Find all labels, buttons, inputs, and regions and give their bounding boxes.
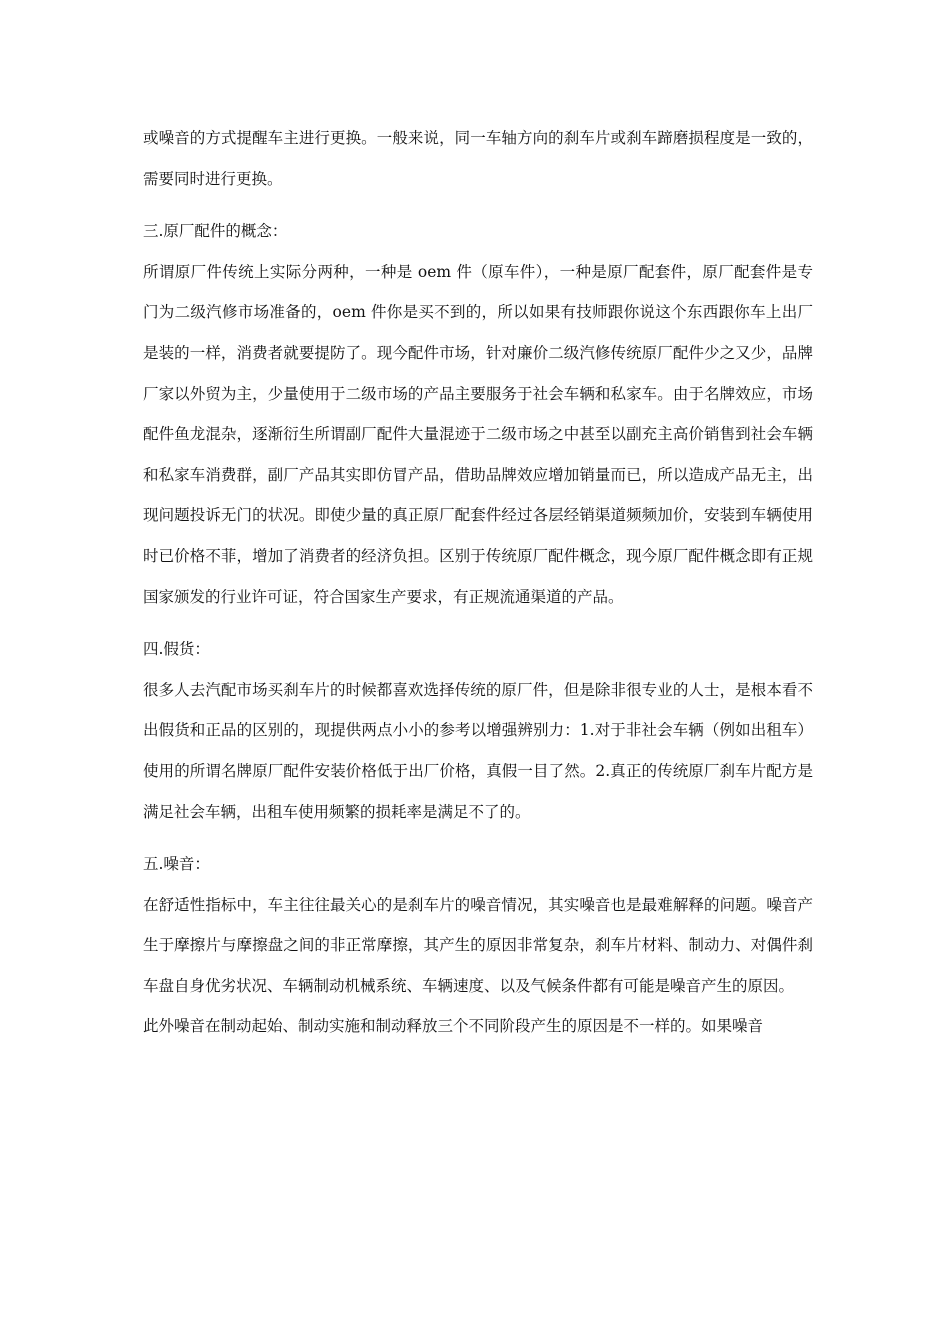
section-gap bbox=[143, 199, 813, 211]
section-gap bbox=[143, 832, 813, 844]
section-heading: 三.原厂配件的概念： bbox=[143, 222, 288, 241]
section-noise bbox=[143, 844, 813, 1047]
document-page bbox=[143, 118, 813, 1047]
section-paragraph: 所谓原厂件传统上实际分两种，一种是 oem 件（原车件），一种是原厂配套件，原厂配套件是专门为二级汽修市场准备的，oem 件你是买不到的，所以如果有技师跟你说这个东西跟你车上出厂是装的一样，消费者就要提防了。现今配件市场，针对廉价二级汽修传统原厂配件少之又少，品牌厂家以外贸为主，少量使用于二级市场的产品主要服务于社会车辆和私家车。由于名牌效应，市场配件鱼龙混杂，逐渐衍生所谓副厂配件大量混迹于二级市场之中甚至以副充主高价销售到社会车辆和私家车消费群，副厂产品其实即仿冒产品，借助品牌效应增加销量而已，所以造成产品无主，出现问题投诉无门的状况。即使少量的真正原厂配套件经过各层经销渠道频频加价，安装到车辆使用时已价格不菲，增加了消费者的经济负担。区别于传统原厂配件概念，现今原厂配件概念即有正规国家颁发的行业许可证，符合国家生产要求，有正规流通渠道的产品。 bbox=[143, 262, 813, 606]
intro-paragraph: 或噪音的方式提醒车主进行更换。一般来说，同一车轴方向的刹车片或刹车蹄磨损程度是一致的，需要同时进行更换。 bbox=[143, 129, 813, 188]
section-gap bbox=[143, 617, 813, 629]
section-counterfeit bbox=[143, 629, 813, 832]
section-paragraph: 在舒适性指标中，车主往往最关心的是刹车片的噪音情况，其实噪音也是最难解释的问题。噪音产生于摩擦片与摩擦盘之间的非正常摩擦，其产生的原因非常复杂，刹车片材料、制动力、对偶件刹车盘自身优劣状况、车辆制动机械系统、车辆速度、以及气候条件都有可能是噪音产生的原因。 bbox=[143, 895, 813, 995]
section-heading: 五.噪音： bbox=[143, 855, 210, 874]
section-paragraph: 很多人去汽配市场买刹车片的时候都喜欢选择传统的原厂件，但是除非很专业的人士，是根本看不出假货和正品的区别的，现提供两点小小的参考以增强辨别力：1.对于非社会车辆（例如出租车）使用的所谓名牌原厂配件安装价格低于出厂价格，真假一目了然。2.真正的传统原厂刹车片配方是满足社会车辆，出租车使用频繁的损耗率是满足不了的。 bbox=[143, 680, 813, 821]
section-paragraph: 此外噪音在制动起始、制动实施和制动释放三个不同阶段产生的原因是不一样的。如果噪音 bbox=[143, 1017, 764, 1036]
section-original-parts bbox=[143, 211, 813, 617]
section-heading: 四.假货： bbox=[143, 640, 210, 659]
